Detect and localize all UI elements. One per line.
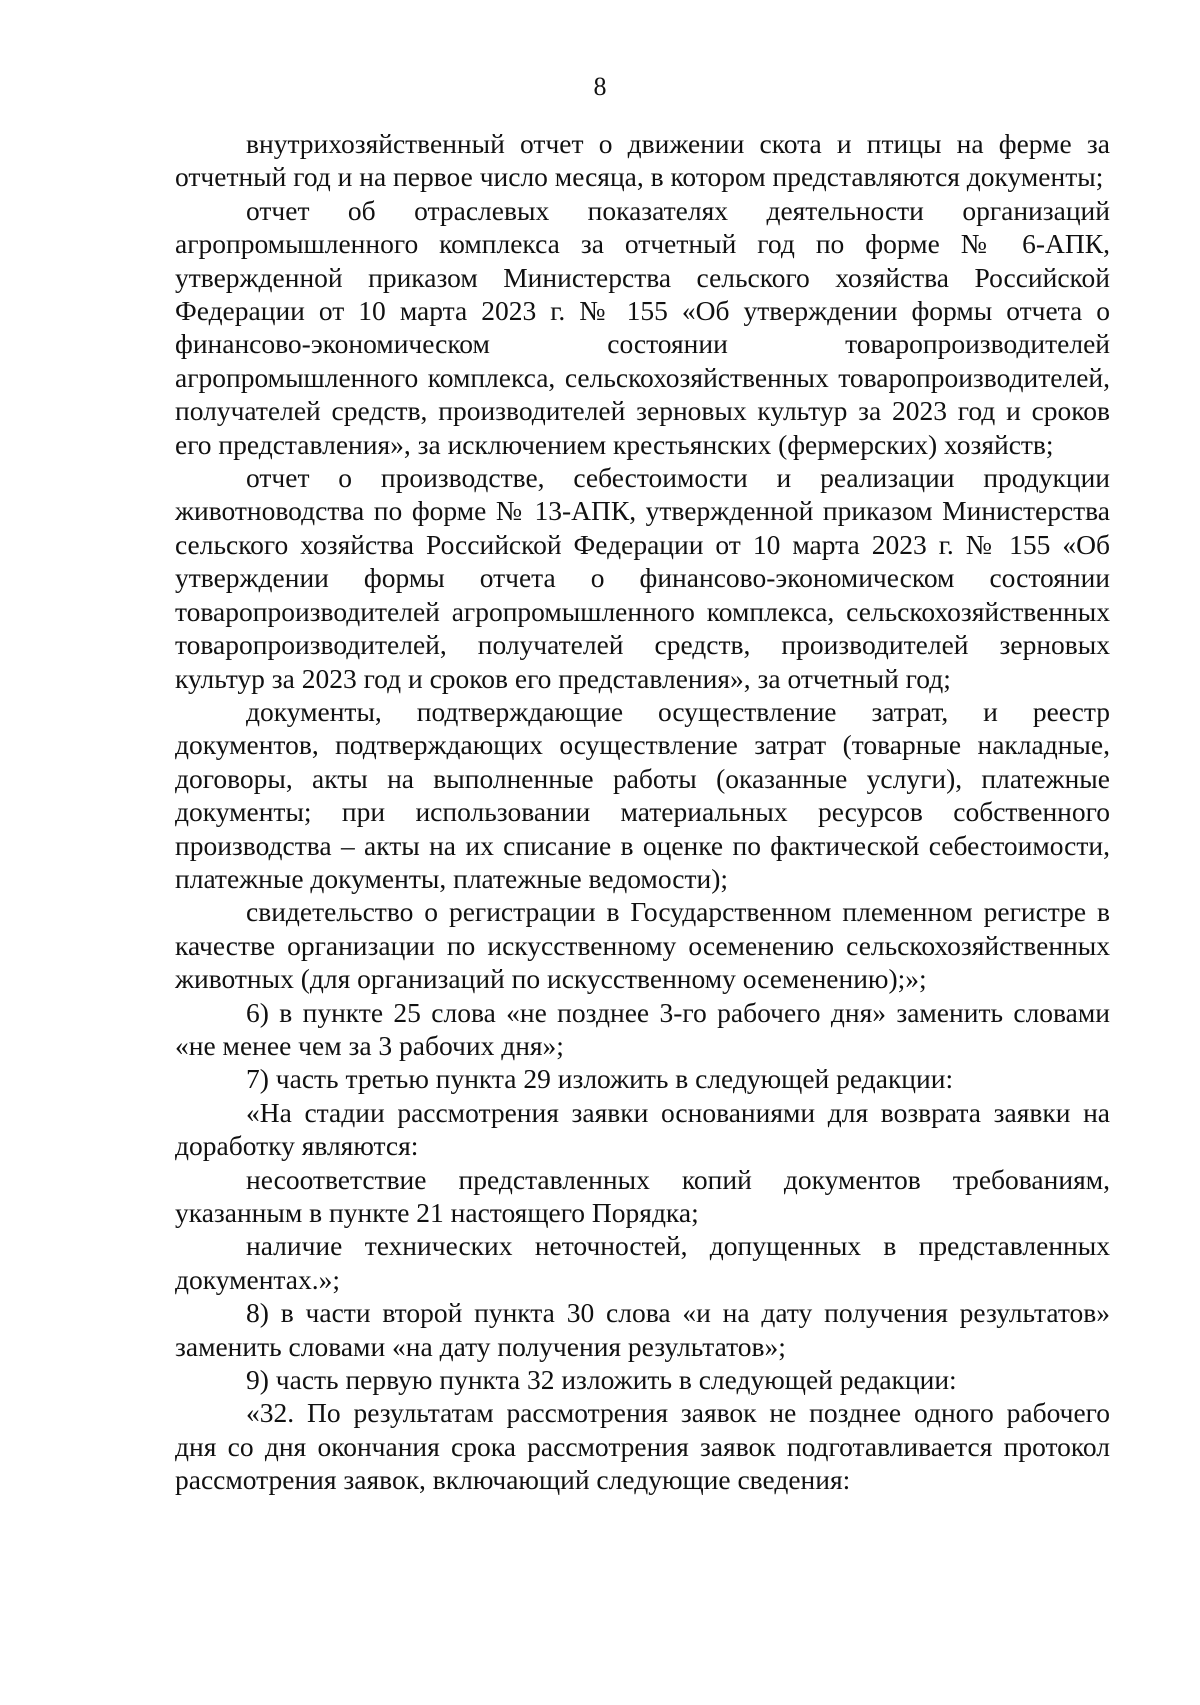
paragraph-item-8: 8) в части второй пункта 30 слова «и на дату получения результатов» заменить словами «на дату получения результатов»; xyxy=(175,1297,1110,1362)
paragraph-item-7: 7) часть третью пункта 29 изложить в следующей редакции: xyxy=(246,1063,954,1095)
paragraph-item-32: «32. По результатам рассмотрения заявок не позднее одного рабочего дня со дня окончания срока рассмотрения заявок подготавливается протокол рассмотрения заявок, включающий следующие сведения: xyxy=(175,1397,1110,1496)
paragraph-return-grounds: «На стадии рассмотрения заявки основаниями для возврата заявки на доработку являются: xyxy=(175,1096,1110,1162)
paragraph-technical-inaccuracies: наличие технических неточностей, допущенных в представленных документах.»; xyxy=(175,1230,1110,1295)
document-body xyxy=(175,127,1110,1497)
page-number: 8 xyxy=(593,72,607,101)
paragraph-livestock-movement-report: внутрихозяйственный отчет о движении скота и птицы на ферме за отчетный год и на первое число месяца, в котором представляются документы; xyxy=(175,128,1110,193)
paragraph-expense-documents: документы, подтверждающие осуществление затрат, и реестр документов, подтверждающих осуществление затрат (товарные накладные, договоры, акты на выполненные работы (оказанные услуги), платежные документы; при использовании материальных ресурсов собственного производства – акты на их списание в оценке по фактической себестоимости, платежные документы, платежные ведомости); xyxy=(175,695,1110,894)
paragraph-breeding-register-certificate: свидетельство о регистрации в Государственном племенном регистре в качестве организации по искусственному осеменению сельскохозяйственных животных (для организаций по искусственному осеменению);»; xyxy=(175,896,1110,995)
paragraph-item-6: 6) в пункте 25 слова «не позднее 3-го рабочего дня» заменить словами «не менее чем за 3 рабочих дня»; xyxy=(175,996,1110,1061)
paragraph-form-13-apk: отчет о производстве, себестоимости и реализации продукции животноводства по форме № 13-АПК, утвержденной приказом Министерства сельского хозяйства Российской Федерации от 10 марта 2023 г. № 155 «Об утверждении формы отчета о финансово-экономическом состоянии товаропроизводителей агропромышленного комплекса, сельскохозяйственных товаропроизводителей, получателей средств, производителей зерновых культур за 2023 год и сроков его представления», за отчетный год; xyxy=(175,462,1110,694)
paragraph-item-9: 9) часть первую пункта 32 изложить в следующей редакции: xyxy=(246,1364,957,1396)
paragraph-copies-mismatch: несоответствие представленных копий документов требованиям, указанным в пункте 21 настоящего Порядка; xyxy=(175,1163,1110,1228)
paragraph-form-6-apk: отчет об отраслевых показателях деятельности организаций агропромышленного комплекса за отчетный год по форме № 6-АПК, утвержденной приказом Министерства сельского хозяйства Российской Федерации от 10 марта 2023 г. № 155 «Об утверждении формы отчета о финансово-экономическом состоянии товаропроизводителей агропромышленного комплекса, сельскохозяйственных товаропроизводителей, получателей средств, производителей зерновых культур за 2023 год и сроков его представления», за исключением крестьянских (фермерских) хозяйств; xyxy=(175,194,1110,460)
